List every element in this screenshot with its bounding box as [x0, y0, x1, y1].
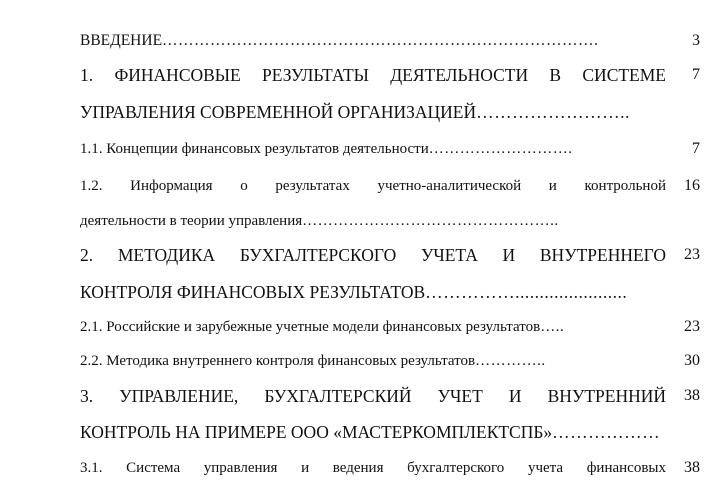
toc-leader-dots: ……………………….	[428, 141, 573, 157]
toc-entry-section-1-2-line-2	[80, 210, 666, 232]
toc-entry-title: деятельности в теории управления	[80, 213, 303, 229]
toc-page-number: 38	[684, 459, 700, 476]
toc-leader-dots: …………….......................	[425, 282, 628, 302]
toc-page-number: 30	[684, 352, 700, 369]
toc-page-number: 3	[692, 32, 700, 49]
toc-leader-dots: …..	[540, 319, 565, 335]
toc-leader-dots: …………………………………………..	[302, 213, 559, 229]
toc-leader-dots: …………..	[475, 353, 546, 369]
toc-entry-title: КОНТРОЛЬ НА ПРИМЕРЕ ООО «МАСТЕРКОМПЛЕКТСПБ»	[80, 422, 553, 442]
toc-entry-title: 1.1. Концепции финансовых результатов деятельности	[80, 141, 429, 157]
toc-entry-introduction	[80, 30, 666, 52]
toc-entry-title: КОНТРОЛЯ ФИНАНСОВЫХ РЕЗУЛЬТАТОВ	[80, 282, 426, 302]
toc-entry-title: 2.1. Российские и зарубежные учетные модели финансовых результатов	[80, 319, 541, 335]
toc-entry-chapter-1-line-2	[80, 101, 666, 123]
toc-entry-section-2-1	[80, 316, 666, 338]
toc-leader-dots: ……………………………………………………………………….	[162, 32, 599, 49]
toc-entry-chapter-2-line-1: 2. МЕТОДИКА БУХГАЛТЕРСКОГО УЧЕТА И ВНУТРЕННЕГО	[80, 245, 666, 265]
toc-entry-section-1-1	[80, 138, 666, 160]
toc-entry-title: УПРАВЛЕНИЯ СОВРЕМЕННОЙ ОРГАНИЗАЦИЕЙ	[80, 102, 477, 122]
toc-entry-chapter-3-line-1: 3. УПРАВЛЕНИЕ, БУХГАЛТЕРСКИЙ УЧЕТ И ВНУТРЕННИЙ	[80, 386, 666, 406]
toc-leader-dots: ………………	[552, 422, 661, 442]
toc-page-number: 7	[692, 66, 700, 83]
toc-entry-section-1-2-line-1: 1.2. Информация о результатах учетно-аналитической и контрольной	[80, 178, 666, 194]
toc-entry-title: ВВЕДЕНИЕ	[80, 32, 163, 49]
toc-entry-title: 2.2. Методика внутреннего контроля финансовых результатов	[80, 353, 476, 369]
toc-page-number: 23	[684, 246, 700, 263]
toc-page-number: 7	[692, 140, 700, 157]
toc-page-number: 16	[684, 177, 700, 194]
toc-entry-chapter-1-line-1: 1. ФИНАНСОВЫЕ РЕЗУЛЬТАТЫ ДЕЯТЕЛЬНОСТИ В СИСТЕМЕ	[80, 65, 666, 85]
toc-entry-chapter-3-line-2	[80, 421, 666, 443]
toc-page-number: 38	[684, 387, 700, 404]
toc-entry-section-3-1-line-1: 3.1. Система управления и ведения бухгалтерского учета финансовых	[80, 460, 666, 476]
toc-leader-dots: ……………………..	[476, 102, 630, 122]
toc-entry-chapter-2-line-2	[80, 281, 666, 303]
toc-page-number: 23	[684, 318, 700, 335]
toc-entry-section-2-2	[80, 350, 666, 372]
